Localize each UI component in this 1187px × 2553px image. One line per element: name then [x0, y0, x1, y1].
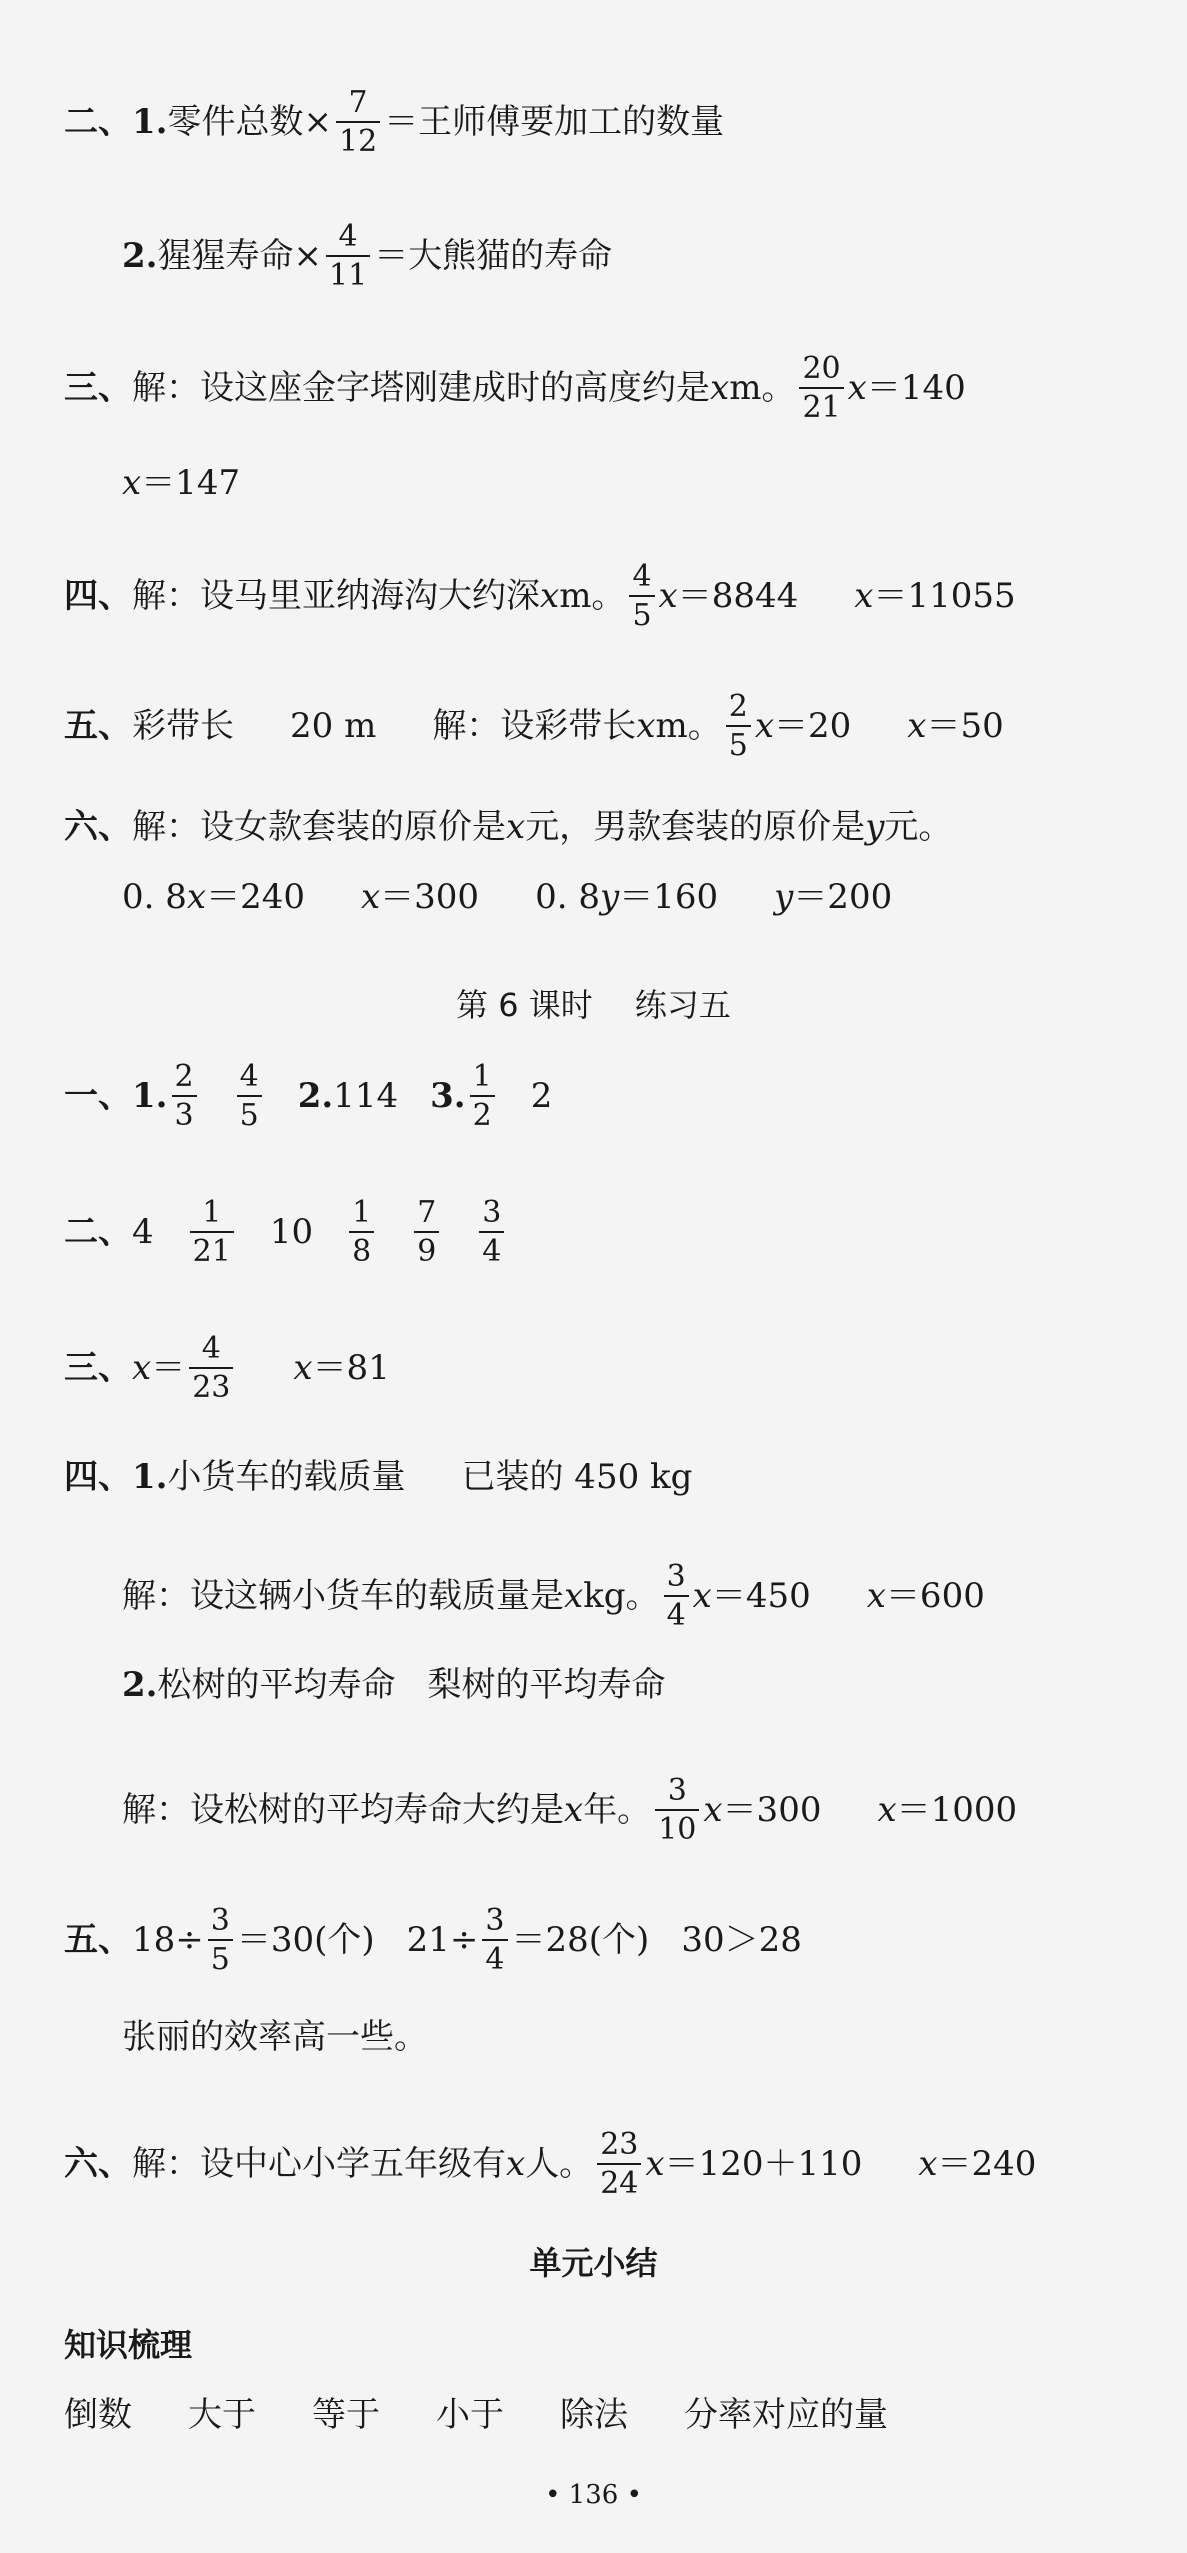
text: 解：设这辆小货车的载质量是	[122, 1576, 564, 1616]
fraction: $\frac{3}{4}$	[482, 1904, 507, 1976]
text: 已装的 450 kg	[461, 1457, 693, 1497]
section-label: 三、	[64, 1348, 132, 1388]
fraction: $\frac{20}{21}$	[799, 352, 843, 424]
section-label: 一、	[64, 1076, 132, 1116]
answer-3	[64, 352, 1187, 424]
comparison: 30＞28	[681, 1920, 802, 1960]
text: 松树的平均寿命	[157, 1665, 396, 1705]
answer-6	[64, 807, 1187, 847]
text: m。	[729, 368, 796, 408]
exercise5-part3	[64, 1332, 1187, 1404]
variable: x	[918, 2144, 938, 2184]
equation: ＝1000	[896, 1790, 1018, 1830]
fraction: $\frac{2}{5}$	[726, 690, 751, 762]
section-label: 五、	[64, 706, 132, 746]
equation: ＝140	[866, 368, 966, 408]
exercise5-part4-1-solution	[122, 1560, 1187, 1632]
fraction: $\frac{3}{4}$	[664, 1560, 689, 1632]
fraction: $\frac{4}{11}$	[326, 220, 370, 292]
equation: ＝11055	[873, 576, 1016, 616]
equation: ＝200	[793, 877, 893, 917]
exercise5-part4-1	[64, 1457, 1187, 1497]
term: 分率对应的量	[684, 2395, 888, 2435]
exercise5-part1	[64, 1060, 1187, 1132]
equation: ＝240	[206, 877, 305, 917]
variable: x	[506, 807, 526, 847]
equation: ＝160	[619, 877, 719, 917]
equation: ＝81	[312, 1348, 390, 1388]
equation: ＝300	[722, 1790, 822, 1830]
equation: ＝120＋110	[664, 2144, 863, 2184]
variable: x	[636, 706, 656, 746]
variable: x	[132, 1348, 152, 1388]
fraction: $\frac{1}{8}$	[349, 1196, 374, 1268]
text: ＝王师傅要加工的数量	[384, 102, 725, 142]
equation: ＝8844	[677, 576, 799, 616]
section-label: 二、	[64, 102, 132, 142]
fraction: $\frac{2}{3}$	[172, 1060, 197, 1132]
coef: 0. 8	[535, 877, 600, 917]
fraction: $\frac{7}{12}$	[336, 86, 380, 158]
exercise5-part5-conclusion	[122, 2017, 1187, 2057]
text: 18÷	[132, 1920, 204, 1960]
value: 4	[132, 1212, 154, 1252]
text: ＝28(个)	[511, 1920, 650, 1960]
answer-4	[64, 560, 1187, 632]
variable: y	[774, 877, 794, 917]
text: 年。	[583, 1790, 652, 1830]
text: m。	[559, 576, 626, 616]
text: 解：设中心小学五年级有	[132, 2144, 506, 2184]
item-number: 2.	[297, 1076, 334, 1116]
variable: x	[564, 1576, 584, 1616]
text: 彩带长	[132, 706, 234, 746]
length: 20 m	[290, 706, 377, 746]
text: 解：设松树的平均寿命大约是	[122, 1790, 564, 1830]
exercise5-part4-2	[122, 1665, 1187, 1705]
variable: x	[710, 368, 730, 408]
section-label: 二、	[64, 1212, 132, 1252]
knowledge-heading: 知识梳理	[64, 2326, 193, 2364]
exercise5-part5	[64, 1904, 1187, 1976]
variable: x	[907, 706, 927, 746]
fraction: $\frac{4}{5}$	[629, 560, 654, 632]
fraction: $\frac{1}{2}$	[470, 1060, 495, 1132]
text: ＝30(个)	[236, 1920, 375, 1960]
variable: x	[866, 1576, 886, 1616]
text: 人。	[525, 2144, 594, 2184]
equation: ＝600	[885, 1576, 985, 1616]
answer-2-2	[122, 220, 1187, 292]
equation: ＝147	[141, 463, 241, 503]
exercise5-part2	[64, 1196, 1187, 1268]
value: 2	[530, 1076, 553, 1116]
variable: y	[599, 877, 620, 917]
variable: x	[540, 576, 560, 616]
equation: ＝240	[937, 2144, 1037, 2184]
variable: x	[847, 368, 867, 408]
answer-3-result	[122, 463, 1187, 503]
term: 倒数	[64, 2395, 132, 2435]
exercise5-part4-2-solution	[122, 1774, 1187, 1846]
text: 21÷	[406, 1920, 479, 1960]
fraction: $\frac{7}{9}$	[414, 1196, 439, 1268]
text: ＝大熊猫的寿命	[374, 236, 613, 276]
text: 解：设彩带长	[432, 706, 637, 746]
text: 小货车的载质量	[167, 1457, 406, 1497]
answer-5	[64, 690, 1187, 762]
text: 元，男款套装的原价是	[525, 807, 866, 847]
value: 114	[333, 1076, 399, 1116]
fraction: $\frac{23}{24}$	[597, 2128, 641, 2200]
coef: 0. 8	[122, 877, 187, 917]
section-label: 六、	[64, 807, 132, 847]
equation: ＝450	[711, 1576, 811, 1616]
term: 小于	[436, 2395, 504, 2435]
section-label: 四、	[64, 576, 132, 616]
text: 元。	[884, 807, 953, 847]
variable: x	[645, 2144, 665, 2184]
fraction: $\frac{3}{10}$	[655, 1774, 699, 1846]
variable: x	[658, 576, 678, 616]
term: 等于	[312, 2395, 380, 2435]
answer-6-equations	[122, 877, 1187, 917]
item-number: 1.	[132, 102, 168, 142]
item-number: 2.	[122, 236, 158, 276]
text: m。	[655, 706, 722, 746]
variable: x	[293, 1348, 313, 1388]
equals: ＝	[151, 1348, 186, 1388]
text: 解：设这座金字塔刚建成时的高度约是	[132, 368, 710, 408]
section-label: 四、	[64, 1457, 132, 1497]
text: 解：设女款套装的原价是	[132, 807, 506, 847]
section-label: 六、	[64, 2144, 132, 2184]
text: 梨树的平均寿命	[427, 1665, 666, 1705]
equation: ＝300	[380, 877, 480, 917]
variable: x	[564, 1790, 584, 1830]
item-number: 2.	[122, 1665, 158, 1705]
section-label: 五、	[64, 1920, 132, 1960]
unit-summary-title: 单元小结	[529, 2244, 658, 2282]
fraction: $\frac{4}{23}$	[189, 1332, 233, 1404]
value: 10	[269, 1212, 314, 1252]
lesson-title: 第 6 课时 练习五	[456, 986, 731, 1024]
variable: x	[506, 2144, 526, 2184]
fraction: $\frac{3}{4}$	[479, 1196, 504, 1268]
variable: x	[360, 877, 381, 917]
variable: x	[703, 1790, 723, 1830]
page-number: • 136 •	[545, 2480, 642, 2510]
fraction: $\frac{1}{21}$	[190, 1196, 234, 1268]
answer-2-1	[64, 86, 1187, 158]
variable: x	[122, 463, 142, 503]
fraction: $\frac{4}{5}$	[237, 1060, 262, 1132]
item-number: 1.	[132, 1076, 168, 1116]
fraction: $\frac{3}{5}$	[208, 1904, 233, 1976]
terms-row	[64, 2395, 1187, 2435]
text: 张丽的效率高一些。	[122, 2017, 428, 2057]
exercise5-part6	[64, 2128, 1187, 2200]
text: 猩猩寿命×	[157, 236, 322, 276]
variable: y	[865, 807, 885, 847]
term: 除法	[560, 2395, 628, 2435]
section-label: 三、	[64, 368, 132, 408]
equation: ＝20	[774, 706, 852, 746]
variable: x	[877, 1790, 897, 1830]
text: 解：设马里亚纳海沟大约深	[132, 576, 540, 616]
variable: x	[186, 877, 207, 917]
equation: ＝50	[926, 706, 1004, 746]
item-number: 3.	[430, 1076, 466, 1116]
variable: x	[854, 576, 874, 616]
text: kg。	[583, 1576, 660, 1616]
variable: x	[692, 1576, 712, 1616]
item-number: 1.	[132, 1457, 168, 1497]
variable: x	[754, 706, 775, 746]
text: 零件总数×	[167, 102, 332, 142]
term: 大于	[188, 2395, 256, 2435]
